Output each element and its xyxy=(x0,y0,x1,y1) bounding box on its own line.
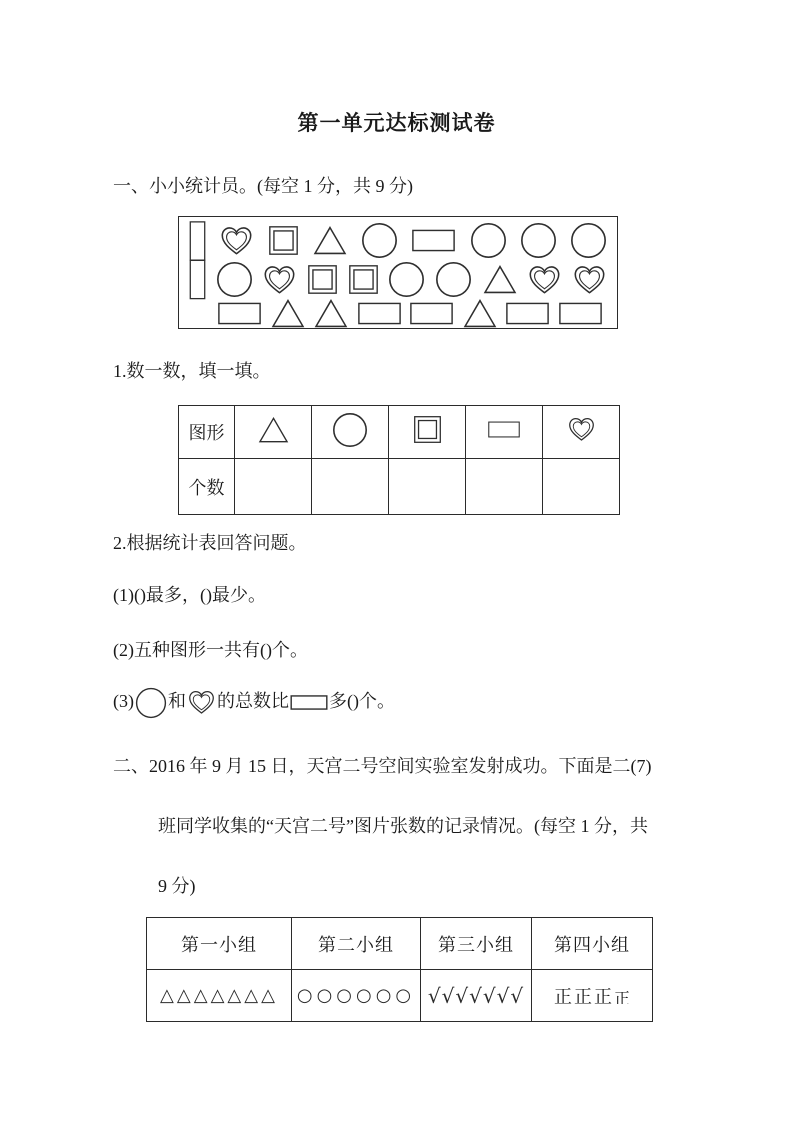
page-title: 第一单元达标测试卷 xyxy=(297,112,496,135)
question2-sub2: (2)五种图形一共有()个。 xyxy=(113,640,308,660)
circle-shape-icon xyxy=(470,222,507,259)
heart-shape-icon xyxy=(527,264,562,296)
table-cell-square xyxy=(389,406,466,459)
hrect-shape-icon xyxy=(505,302,550,325)
hrect-shape-icon xyxy=(558,302,603,325)
blankrect-shape-icon xyxy=(290,695,328,710)
record-cell-checks xyxy=(421,970,532,1022)
triangle-shape-icon xyxy=(312,225,348,256)
count-blank-3 xyxy=(389,459,466,515)
square-shape-icon xyxy=(413,415,442,444)
circle-shape-icon xyxy=(135,687,167,719)
record-data-row xyxy=(147,970,653,1022)
vrect-shape-icon xyxy=(189,256,206,303)
shapes-picture-box xyxy=(178,216,618,329)
count-blank-5 xyxy=(543,459,620,515)
table-cell-heart xyxy=(543,406,620,459)
check-tally-marks: √√√√√√√ xyxy=(427,983,525,1008)
circle-tally-marks: ○○○○○○ xyxy=(296,985,416,1006)
hrect-shape-icon xyxy=(409,302,454,325)
record-header-group2: 第二小组 xyxy=(292,918,421,970)
hrect-shape-icon xyxy=(411,229,456,252)
question2-label: 2.根据统计表回答问题。 xyxy=(113,533,307,553)
record-table xyxy=(146,917,653,1022)
sub3-conj: 和 xyxy=(168,691,186,711)
triangle-shape-icon xyxy=(462,298,498,329)
sub3-suffix: 多()个。 xyxy=(329,691,395,711)
tally-marks xyxy=(554,987,630,1007)
circle-shape-icon xyxy=(520,222,557,259)
record-header-group4: 第四小组 xyxy=(532,918,653,970)
triangle-shape-icon xyxy=(257,416,290,444)
sub3-circle-slot xyxy=(134,691,168,711)
record-header-row xyxy=(147,918,653,970)
circle-shape-icon xyxy=(570,222,607,259)
hrect-shape-icon xyxy=(483,421,525,438)
heart-shape-icon xyxy=(572,264,607,296)
tally-partial: 正 xyxy=(613,990,630,1004)
shapes-row-2 xyxy=(189,259,607,300)
square-shape-icon xyxy=(348,264,379,295)
heart-shape-icon xyxy=(187,689,216,716)
heart-shape-icon xyxy=(262,264,297,296)
question2-sub3 xyxy=(113,682,713,720)
count-blank-2 xyxy=(312,459,389,515)
heart-shape-icon xyxy=(567,416,596,443)
sub3-blankrect-slot xyxy=(289,691,329,711)
table-cell-circle xyxy=(312,406,389,459)
sub3-mid: 的总数比 xyxy=(217,691,289,711)
record-cell-circles xyxy=(292,970,421,1022)
section1-heading: 一、小小统计员。(每空 1 分，共 9 分) xyxy=(113,176,413,196)
question1-label: 1.数一数，填一填。 xyxy=(113,361,271,381)
hrect-shape-icon xyxy=(217,302,262,325)
record-header-group3: 第三小组 xyxy=(421,918,532,970)
square-shape-icon xyxy=(307,264,338,295)
circle-shape-icon xyxy=(388,261,425,298)
section2-line2: 班同学收集的“天宫二号”图片张数的记录情况。(每空 1 分，共 xyxy=(158,816,648,836)
triangle-shape-icon xyxy=(313,298,349,329)
record-cell-triangles xyxy=(147,970,292,1022)
question2-sub1: (1)()最多，()最少。 xyxy=(113,585,266,605)
circle-shape-icon xyxy=(361,222,398,259)
circle-shape-icon xyxy=(216,261,253,298)
table-row xyxy=(179,406,620,459)
tally-full: 正正正 xyxy=(553,986,614,1007)
count-row-header: 个数 xyxy=(179,459,235,515)
triangle-shape-icon xyxy=(270,298,306,329)
count-blank-4 xyxy=(466,459,543,515)
sub3-prefix: (3) xyxy=(113,691,134,711)
section2-line1: 二、2016 年 9 月 15 日，天宫二号空间实验室发射成功。下面是二(7) xyxy=(113,756,652,776)
circle-shape-icon xyxy=(435,261,472,298)
section2-line3: 9 分) xyxy=(158,876,196,896)
shape-row-header: 图形 xyxy=(179,406,235,459)
table-cell-triangle xyxy=(235,406,312,459)
count-blank-1 xyxy=(235,459,312,515)
table-cell-rectangle xyxy=(466,406,543,459)
record-header-group1: 第一小组 xyxy=(147,918,292,970)
shapes-row-3 xyxy=(189,300,607,326)
triangle-tally-marks: △△△△△△△ xyxy=(160,985,278,1006)
circle-shape-icon xyxy=(332,412,368,448)
record-cell-tally xyxy=(532,970,653,1022)
square-shape-icon xyxy=(268,225,299,256)
hrect-shape-icon xyxy=(357,302,402,325)
sub3-heart-slot xyxy=(186,691,217,711)
shape-count-table xyxy=(178,405,620,515)
heart-shape-icon xyxy=(219,225,254,257)
table-row xyxy=(179,459,620,515)
triangle-shape-icon xyxy=(482,264,518,295)
shapes-row-1 xyxy=(189,222,607,259)
